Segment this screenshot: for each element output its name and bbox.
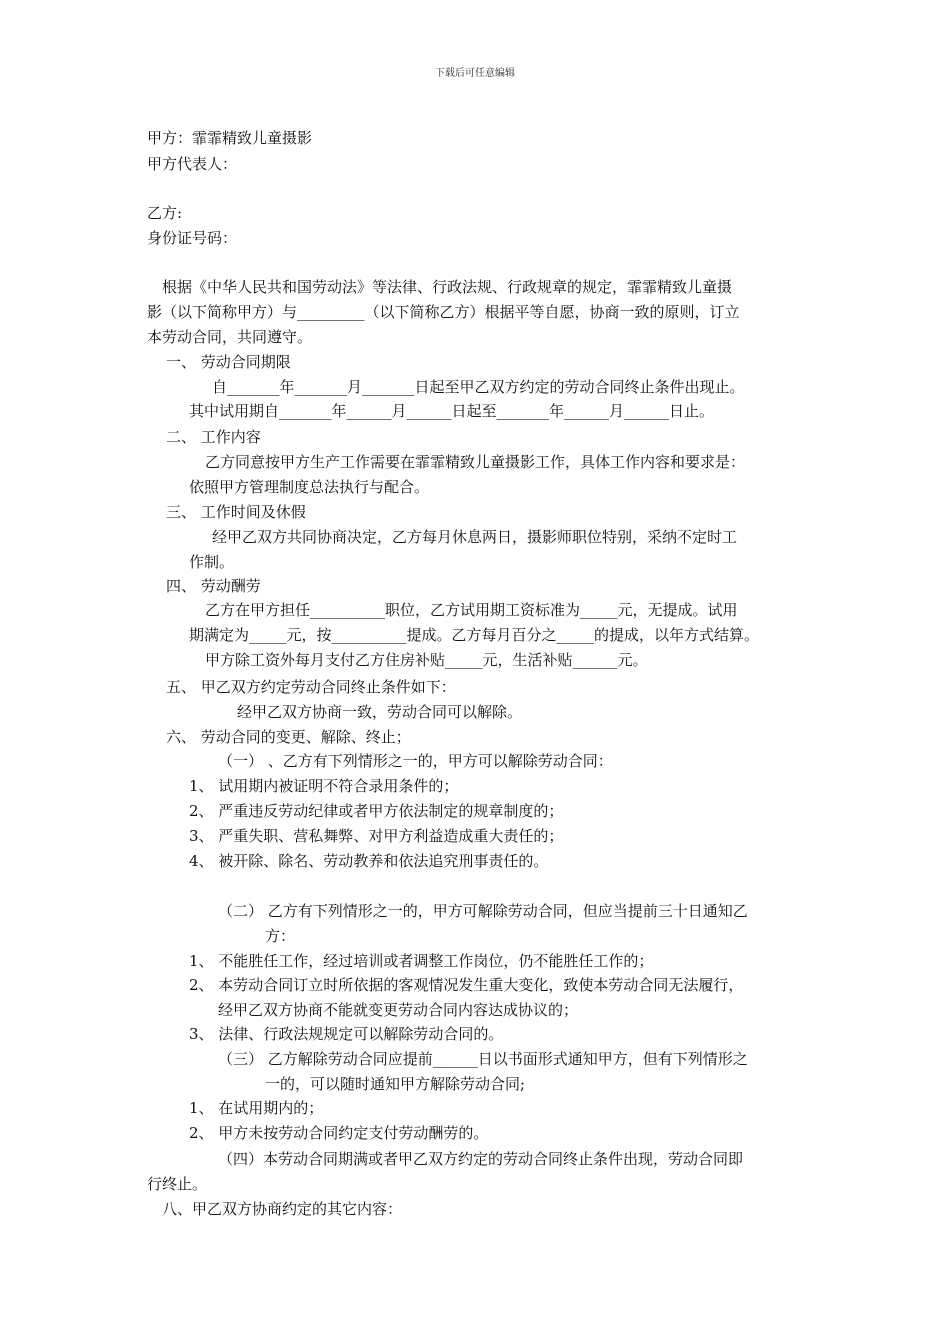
subsection-heading: （三） 乙方解除劳动合同应提前______日以书面形式通知甲方，但有下列情形之: [218, 1050, 748, 1068]
section-line: 其中试用期自_______年______月______日起至_______年______月______日止。: [189, 402, 715, 420]
list-item: 4、 被开除、除名、劳动教养和依法追究刑事责任的。: [189, 852, 549, 870]
page-header: 下载后可任意编辑: [435, 68, 515, 79]
subsection-heading: 方：: [265, 927, 296, 945]
section-line: 自_______年_______月_______日起至甲乙双方约定的劳动合同终止条件出现止。: [212, 378, 745, 396]
list-item: 1、 不能胜任工作，经过培训或者调整工作岗位，仍不能胜任工作的；: [189, 952, 654, 970]
section-line: 经甲乙双方协商一致，劳动合同可以解除。: [237, 703, 523, 721]
party-a-line: 甲方：霏霏精致儿童摄影: [147, 129, 313, 147]
list-item: 1、 在试用期内的；: [189, 1099, 324, 1117]
section-heading: 八、甲乙双方协商约定的其它内容：: [162, 1200, 403, 1218]
subsection-heading: 一的，可以随时通知甲方解除劳动合同;: [265, 1075, 526, 1093]
intro-line: 本劳动合同，共同遵守。: [147, 328, 313, 346]
list-item: 3、 严重失职、营私舞弊、对甲方利益造成重大责任的；: [189, 827, 564, 845]
subsection-heading: （二） 乙方有下列情形之一的，甲方可解除劳动合同，但应当提前三十日通知乙: [218, 902, 748, 920]
section-line: 经甲乙双方共同协商决定，乙方每月休息两日，摄影师职位特别，采纳不定时工: [212, 528, 738, 546]
section-line: 作制。: [189, 553, 235, 571]
party-b-line: 乙方:: [147, 204, 183, 222]
party-b-id-number: 身份证号码：: [147, 229, 238, 247]
list-item: 1、 试用期内被证明不符合录用条件的；: [189, 777, 459, 795]
list-item: 2、 甲方未按劳动合同约定支付劳动酬劳的。: [189, 1124, 489, 1142]
subsection-heading: （一） 、乙方有下列情形之一的，甲方可以解除劳动合同：: [218, 752, 613, 770]
section-heading: 五、 甲乙双方约定劳动合同终止条件如下：: [166, 678, 456, 696]
list-item: 3、 法律、行政法规规定可以解除劳动合同的。: [189, 1025, 504, 1043]
list-item: 经甲乙双方协商不能就变更劳动合同内容达成协议的；: [218, 1001, 579, 1019]
section-heading: 一、 劳动合同期限: [166, 353, 291, 371]
list-item: 2、 本劳动合同订立时所依据的客观情况发生重大变化，致使本劳动合同无法履行，: [189, 976, 744, 994]
section-line: 乙方同意按甲方生产工作需要在霏霏精致儿童摄影工作，具体工作内容和要求是：: [205, 453, 746, 471]
section-line: 依照甲方管理制度总法执行与配合。: [189, 478, 430, 496]
section-heading: 四、 劳动酬劳: [166, 577, 261, 595]
section-line: （四）本劳动合同期满或者甲乙双方约定的劳动合同终止条件出现，劳动合同即: [218, 1150, 744, 1168]
section-heading: 六、 劳动合同的变更、解除、终止；: [166, 728, 411, 746]
list-item: 2、 严重违反劳动纪律或者甲方依法制定的规章制度的；: [189, 802, 564, 820]
party-a-representative: 甲方代表人：: [147, 155, 238, 173]
section-heading: 三、 工作时间及休假: [166, 503, 306, 521]
intro-line: 影（以下简称甲方）与_________（以下简称乙方）根据平等自愿，协商一致的原则，订立: [147, 303, 740, 321]
intro-line: 根据《中华人民共和国劳动法》等法律、行政法规、行政规章的规定，霏霏精致儿童摄: [162, 278, 733, 296]
section-line: 行终止。: [147, 1175, 208, 1193]
section-line: 乙方在甲方担任__________职位，乙方试用期工资标准为_____元，无提成。试用: [205, 601, 738, 619]
section-heading: 二、 工作内容: [166, 428, 261, 446]
section-line: 期满定为_____元，按__________提成。乙方每月百分之_____的提成，以年方式结算。: [189, 626, 760, 644]
section-line: 甲方除工资外每月支付乙方住房补贴_____元，生活补贴______元。: [205, 651, 648, 669]
